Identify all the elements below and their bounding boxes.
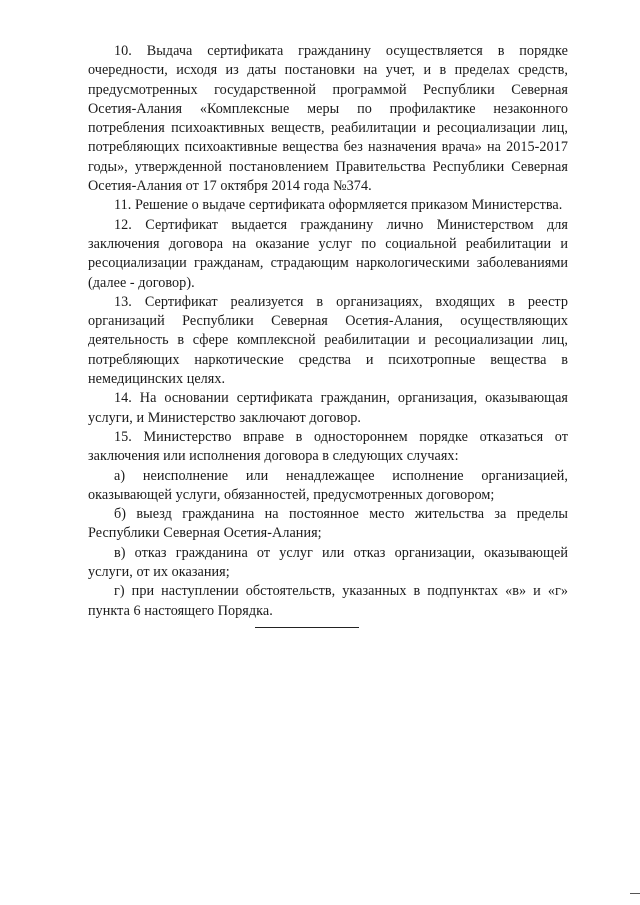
subitem-a: а) неисполнение или ненадлежащее исполнение организацией, оказывающей услуги, обязанностей, предусмотренных договором;: [88, 467, 568, 503]
end-divider-line: [255, 627, 359, 628]
paragraph-11: 11. Решение о выдаче сертификата оформляется приказом Министерства.: [114, 197, 563, 214]
paragraph-10: 10. Выдача сертификата гражданину осуществляется в порядке очередности, исходя из даты постановки на учет, и в пределах средств, предусмотренных государственной программой Республики Северная Осетия-Алания «Комплексные меры по профилактике незаконного потребления психоактивных веществ, реабилитации и ресоциализации лиц, потребляющих психоактивные вещества без назначения врача» на 2015-2017 годы», утвержденной постановлением Правительства Республики Северная Осетия-Алания от 17 октября 2014 года №374.: [88, 43, 568, 195]
paragraph-12: 12. Сертификат выдается гражданину лично Министерством для заключения договора на оказание услуг по социальной реабилитации и ресоциализации гражданам, страдающим наркологическими заболеваниями (далее - договор).: [88, 216, 568, 291]
paragraph-14: 14. На основании сертификата гражданин, организация, оказывающая услуги, и Министерство заключают договор.: [88, 390, 568, 426]
paragraph-13: 13. Сертификат реализуется в организациях, входящих в реестр организаций Республики Северная Осетия-Алания, осуществляющих деятельность в сфере комплексной реабилитации и ресоциализации лиц, потребляющих наркотические средства и психотропные вещества в немедицинских целях.: [88, 293, 568, 388]
document-body: [88, 42, 568, 621]
scan-edge-mark: [630, 893, 640, 894]
paragraph-15: 15. Министерство вправе в одностороннем порядке отказаться от заключения или исполнения договора в следующих случаях:: [88, 428, 568, 465]
subitem-v: в) отказ гражданина от услуг или отказ организации, оказывающей услуги, от их оказания;: [88, 544, 568, 581]
subitem-g: г) при наступлении обстоятельств, указанных в подпунктах «в» и «г» пункта 6 настоящего Порядка.: [88, 583, 568, 619]
subitem-b: б) выезд гражданина на постоянное место жительства за пределы Республики Северная Осетия-Алания;: [88, 506, 568, 542]
